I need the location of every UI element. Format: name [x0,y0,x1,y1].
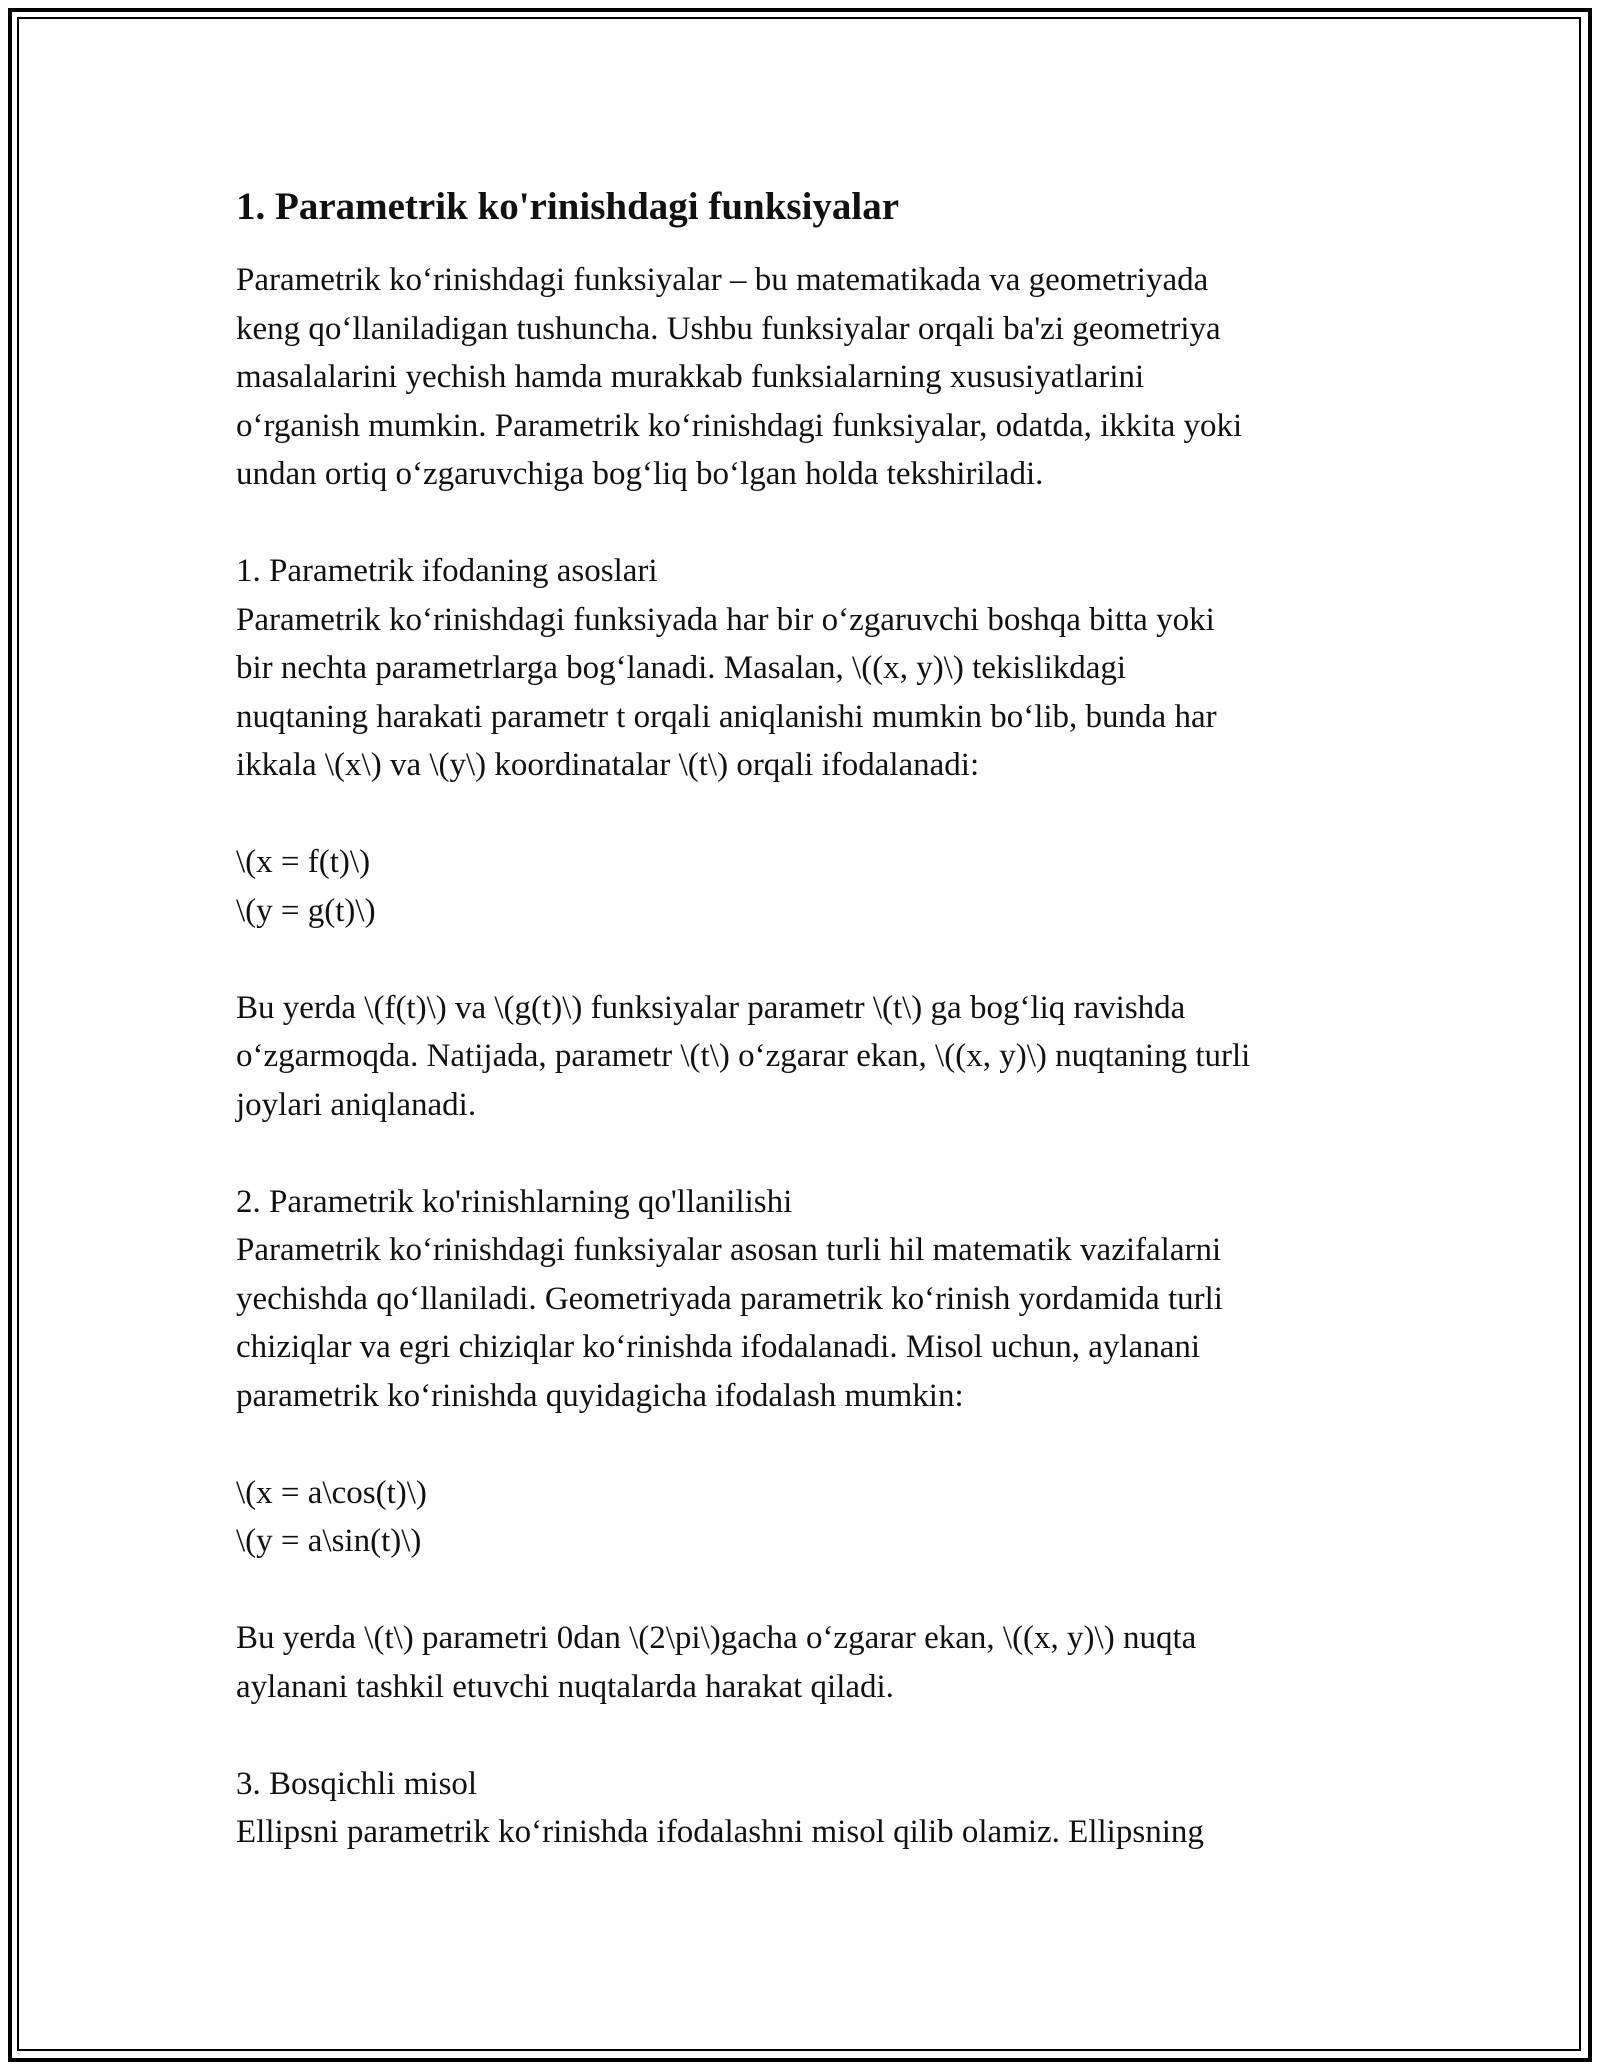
section-heading: 3. Bosqichli misol [236,1765,478,1802]
spacer [236,1711,1376,1760]
text-line: ikkala \(x\) va \(y\) koordinatalar \(t\) orqali ifodalanadi: [236,747,980,783]
text-line: chiziqlar va egri chiziqlar ko‘rinishda ifodalanadi. Misol uchun, aylanani [236,1329,1201,1365]
spacer [236,1420,1376,1469]
document-body [236,182,1376,1857]
text-line: Parametrik ko‘rinishdagi funksiyalar asosan turli hil matematik vazifalarni [236,1232,1222,1268]
formula-line: \(x = a\cos(t)\) [236,1474,427,1511]
section-2 [236,1178,1376,1712]
text-line: o‘rganish mumkin. Parametrik ko‘rinishdagi funksiyalar, odatda, ikkita yoki [236,407,1243,444]
section-1 [236,547,1376,1129]
text-line: yechishda qo‘llaniladi. Geometriyada parametrik ko‘rinish yordamida turli [236,1280,1223,1317]
text-line: Bu yerda \(f(t)\) va \(g(t)\) funksiyalar parametr \(t\) ga bog‘liq ravishda [236,989,1186,1026]
text-line: Bu yerda \(t\) parametri 0dan \(2\pi\)gacha o‘zgarar ekan, \((x, y)\) nuqta [236,1620,1197,1656]
text-line: Parametrik ko‘rinishdagi funksiyada har bir o‘zgaruvchi boshqa bitta yoki [236,601,1215,638]
spacer [236,790,1376,839]
text-line: keng qo‘llaniladigan tushuncha. Ushbu funksiyalar orqali ba'zi geometriya [236,310,1221,347]
text-line: joylari aniqlanadi. [236,1086,477,1123]
spacer [236,1129,1376,1178]
section-3 [236,1760,1376,1857]
formula-line: \(y = a\sin(t)\) [236,1523,422,1559]
text-line: o‘zgarmoqda. Natijada, parametr \(t\) o‘zgarar ekan, \((x, y)\) nuqtaning turli [236,1038,1251,1074]
intro-paragraph [236,256,1376,499]
text-line: nuqtaning harakati parametr t orqali aniqlanishi mumkin bo‘lib, bunda har [236,698,1217,735]
spacer [236,499,1376,548]
spacer [236,1566,1376,1615]
section-heading: 1. Parametrik ifodaning asoslari [236,553,658,589]
text-line: masalalarini yechish hamda murakkab funksialarning xususiyatlarini [236,359,1145,395]
formula-line: \(x = f(t)\) [236,844,371,880]
text-line: aylanani tashkil etuvchi nuqtalarda harakat qiladi. [236,1668,894,1705]
text-line: parametrik ko‘rinishda quyidagicha ifodalash mumkin: [236,1377,964,1414]
section-heading: 2. Parametrik ko'rinishlarning qo'llanilishi [236,1183,793,1220]
text-line: Parametrik ko‘rinishdagi funksiyalar – bu matematikada va geometriyada [236,262,1209,298]
spacer [236,935,1376,984]
formula-line: \(y = g(t)\) [236,892,376,929]
text-line: undan ortiq o‘zgaruvchiga bog‘liq bo‘lgan holda tekshiriladi. [236,456,1044,492]
text-line: Ellipsni parametrik ko‘rinishda ifodalashni misol qilib olamiz. Ellipsning [236,1814,1204,1850]
document-title: 1. Parametrik ko'rinishdagi funksiyalar [236,185,900,228]
text-line: bir nechta parametrlarga bog‘lanadi. Masalan, \((x, y)\) tekislikdagi [236,650,1127,686]
